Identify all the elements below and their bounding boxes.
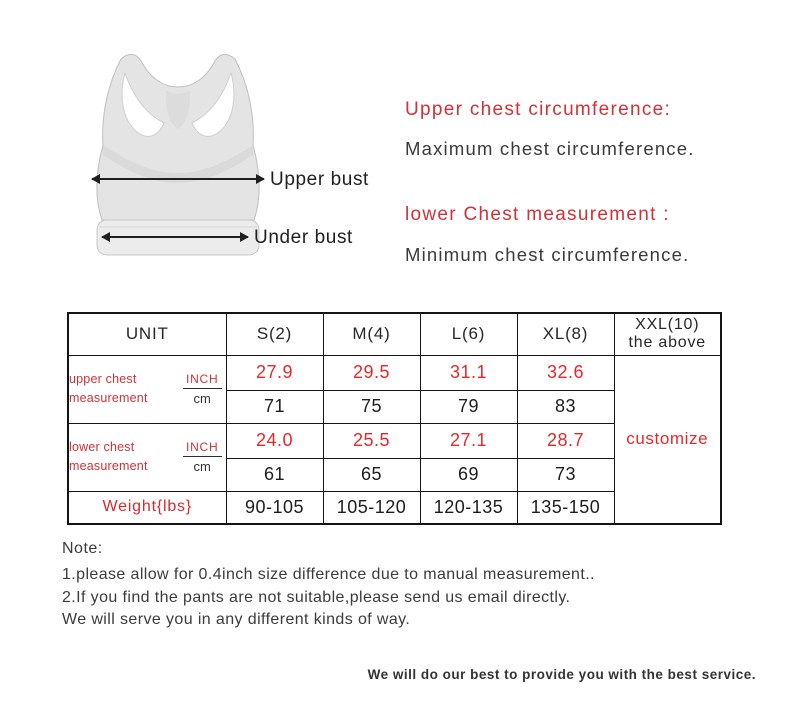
sports-bra-illustration	[88, 50, 268, 257]
weight-label: Weight{lbs}	[68, 491, 226, 524]
upper-bust-arrow-icon	[92, 178, 264, 180]
weight-s: 90-105	[226, 491, 323, 524]
notes-title: Note:	[62, 540, 103, 557]
upper-cm-xl: 83	[517, 390, 614, 423]
upper-inch-s: 27.9	[226, 355, 323, 390]
lower-chest-title: lower Chest measurement :	[405, 204, 670, 225]
note-line-2: 2.If you find the pants are not suitable,please send us email directly.	[62, 588, 571, 606]
upper-cm-m: 75	[323, 390, 420, 423]
under-bust-label: Under bust	[254, 227, 353, 248]
customize-cell: customize	[614, 355, 721, 524]
upper-cm-l: 79	[420, 390, 517, 423]
size-table	[67, 312, 722, 525]
upper-chest-title: Upper chest circumference:	[405, 99, 672, 120]
header-size-xxl	[614, 313, 721, 355]
upper-inch-m: 29.5	[323, 355, 420, 390]
row-label-line: lower chest	[69, 439, 135, 454]
table-header-row	[68, 313, 721, 355]
upper-chest-text: Maximum chest circumference.	[405, 138, 695, 159]
header-size-xl: XL(8)	[517, 313, 614, 355]
unit-cm-label: cm	[193, 391, 211, 406]
upper-chest-label-cell	[68, 355, 226, 423]
header-xxl-line1: XXL(10)	[635, 316, 700, 334]
header-size-l: L(6)	[420, 313, 517, 355]
lower-chest-text: Minimum chest circumference.	[405, 244, 690, 265]
upper-bust-label: Upper bust	[270, 169, 369, 190]
lower-cm-m: 65	[323, 458, 420, 491]
lower-inch-s: 24.0	[226, 423, 323, 458]
row-label-line: measurement	[69, 459, 148, 473]
bra-body	[97, 54, 259, 220]
lower-cm-l: 69	[420, 458, 517, 491]
note-line-3: We will serve you in any different kinds of way.	[62, 611, 411, 628]
unit-inch-label: INCH	[183, 372, 222, 389]
lower-cm-xl: 73	[517, 458, 614, 491]
header-size-m: M(4)	[323, 313, 420, 355]
lower-inch-m: 25.5	[323, 423, 420, 458]
upper-inch-xl: 32.6	[517, 355, 614, 390]
row-label-line: upper chest	[69, 371, 137, 386]
unit-cm-label: cm	[193, 459, 211, 474]
service-message: We will do our best to provide you with the best service.	[367, 667, 756, 682]
upper-inch-l: 31.1	[420, 355, 517, 390]
note-line-1: 1.please allow for 0.4inch size difference due to manual measurement..	[62, 566, 595, 583]
header-xxl-line2: the above	[628, 334, 706, 352]
upper-chest-inch-row	[68, 355, 721, 390]
header-size-s: S(2)	[226, 313, 323, 355]
row-label-line: measurement	[69, 391, 148, 405]
lower-inch-xl: 28.7	[517, 423, 614, 458]
under-bust-arrow-icon	[102, 236, 248, 238]
weight-xl: 135-150	[517, 491, 614, 524]
weight-l: 120-135	[420, 491, 517, 524]
notes-section	[62, 540, 595, 632]
weight-m: 105-120	[323, 491, 420, 524]
upper-cm-s: 71	[226, 390, 323, 423]
lower-chest-label-cell	[68, 423, 226, 491]
unit-fraction	[183, 372, 222, 406]
unit-fraction	[183, 440, 222, 474]
lower-cm-s: 61	[226, 458, 323, 491]
lower-inch-l: 27.1	[420, 423, 517, 458]
unit-inch-label: INCH	[183, 440, 222, 457]
header-unit: UNIT	[68, 313, 226, 355]
